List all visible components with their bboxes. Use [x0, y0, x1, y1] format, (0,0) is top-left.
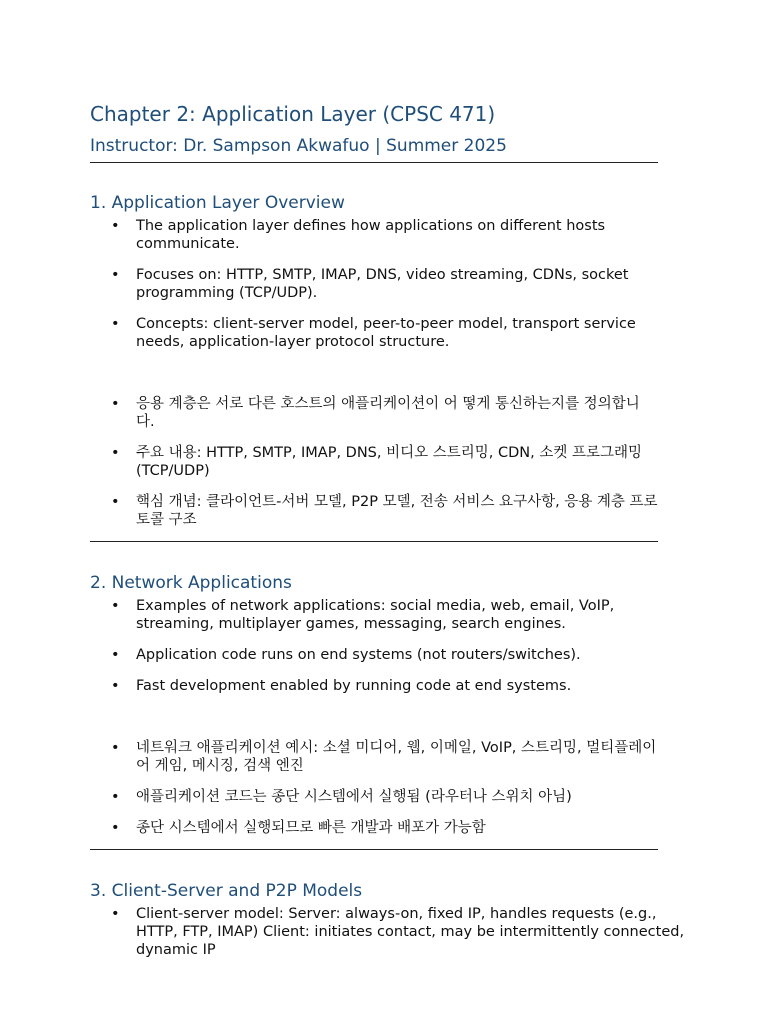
- section-2-divider: [90, 849, 658, 850]
- list-item: • Focuses on: HTTP, SMTP, IMAP, DNS, video streaming, CDNs, socket programming (TCP/UDP).: [90, 266, 658, 302]
- list-item: • 핵심 개념: 클라이언트-서버 모델, P2P 모델, 전송 서비스 요구사항, 응용 계층 프로토콜 구조: [90, 493, 658, 529]
- page-title: Chapter 2: Application Layer (CPSC 471): [90, 102, 496, 126]
- section-3-english-list: [90, 905, 690, 959]
- list-item: • Examples of network applications: social media, web, email, VoIP, streaming, multiplayer games, messaging, search engines.: [90, 597, 658, 633]
- list-item: • 응용 계층은 서로 다른 호스트의 애플리케이션이 어 떻게 통신하는지를 정의합니다.: [90, 395, 658, 431]
- list-item: • Concepts: client-server model, peer-to-peer model, transport service needs, application-layer protocol structure.: [90, 315, 658, 351]
- section-heading-1: 1. Application Layer Overview: [90, 193, 345, 213]
- section-1-english-list: [90, 217, 658, 351]
- section-1-korean-list: [90, 395, 658, 529]
- section-heading-2: 2. Network Applications: [90, 573, 292, 593]
- list-item: • Application code runs on end systems (not routers/switches).: [90, 646, 658, 664]
- list-item: • 네트워크 애플리케이션 예시: 소셜 미디어, 웹, 이메일, VoIP, 스트리밍, 멀티플레이어 게임, 메시징, 검색 엔진: [90, 739, 658, 775]
- list-item: • Fast development enabled by running code at end systems.: [90, 677, 658, 695]
- section-2-english-list: [90, 597, 658, 695]
- list-item: • 애플리케이션 코드는 종단 시스템에서 실행됨 (라우터나 스위치 아님): [90, 788, 658, 806]
- instructor-subtitle: Instructor: Dr. Sampson Akwafuo | Summer 2025: [90, 136, 507, 156]
- section-2-korean-list: [90, 739, 658, 837]
- list-item: • 종단 시스템에서 실행되므로 빠른 개발과 배포가 가능함: [90, 819, 658, 837]
- header-divider: [90, 162, 658, 163]
- section-heading-3: 3. Client-Server and P2P Models: [90, 881, 363, 901]
- list-item: • 주요 내용: HTTP, SMTP, IMAP, DNS, 비디오 스트리밍, CDN, 소켓 프로그래밍(TCP/UDP): [90, 444, 658, 480]
- list-item: • The application layer defines how applications on different hosts communicate.: [90, 217, 658, 253]
- section-1-divider: [90, 541, 658, 542]
- list-item: • Client-server model: Server: always-on, fixed IP, handles requests (e.g., HTTP, FTP, IMAP) Client: initiates contact, may be intermittently connected, dynamic IP: [90, 905, 690, 959]
- document-page: [90, 100, 685, 959]
